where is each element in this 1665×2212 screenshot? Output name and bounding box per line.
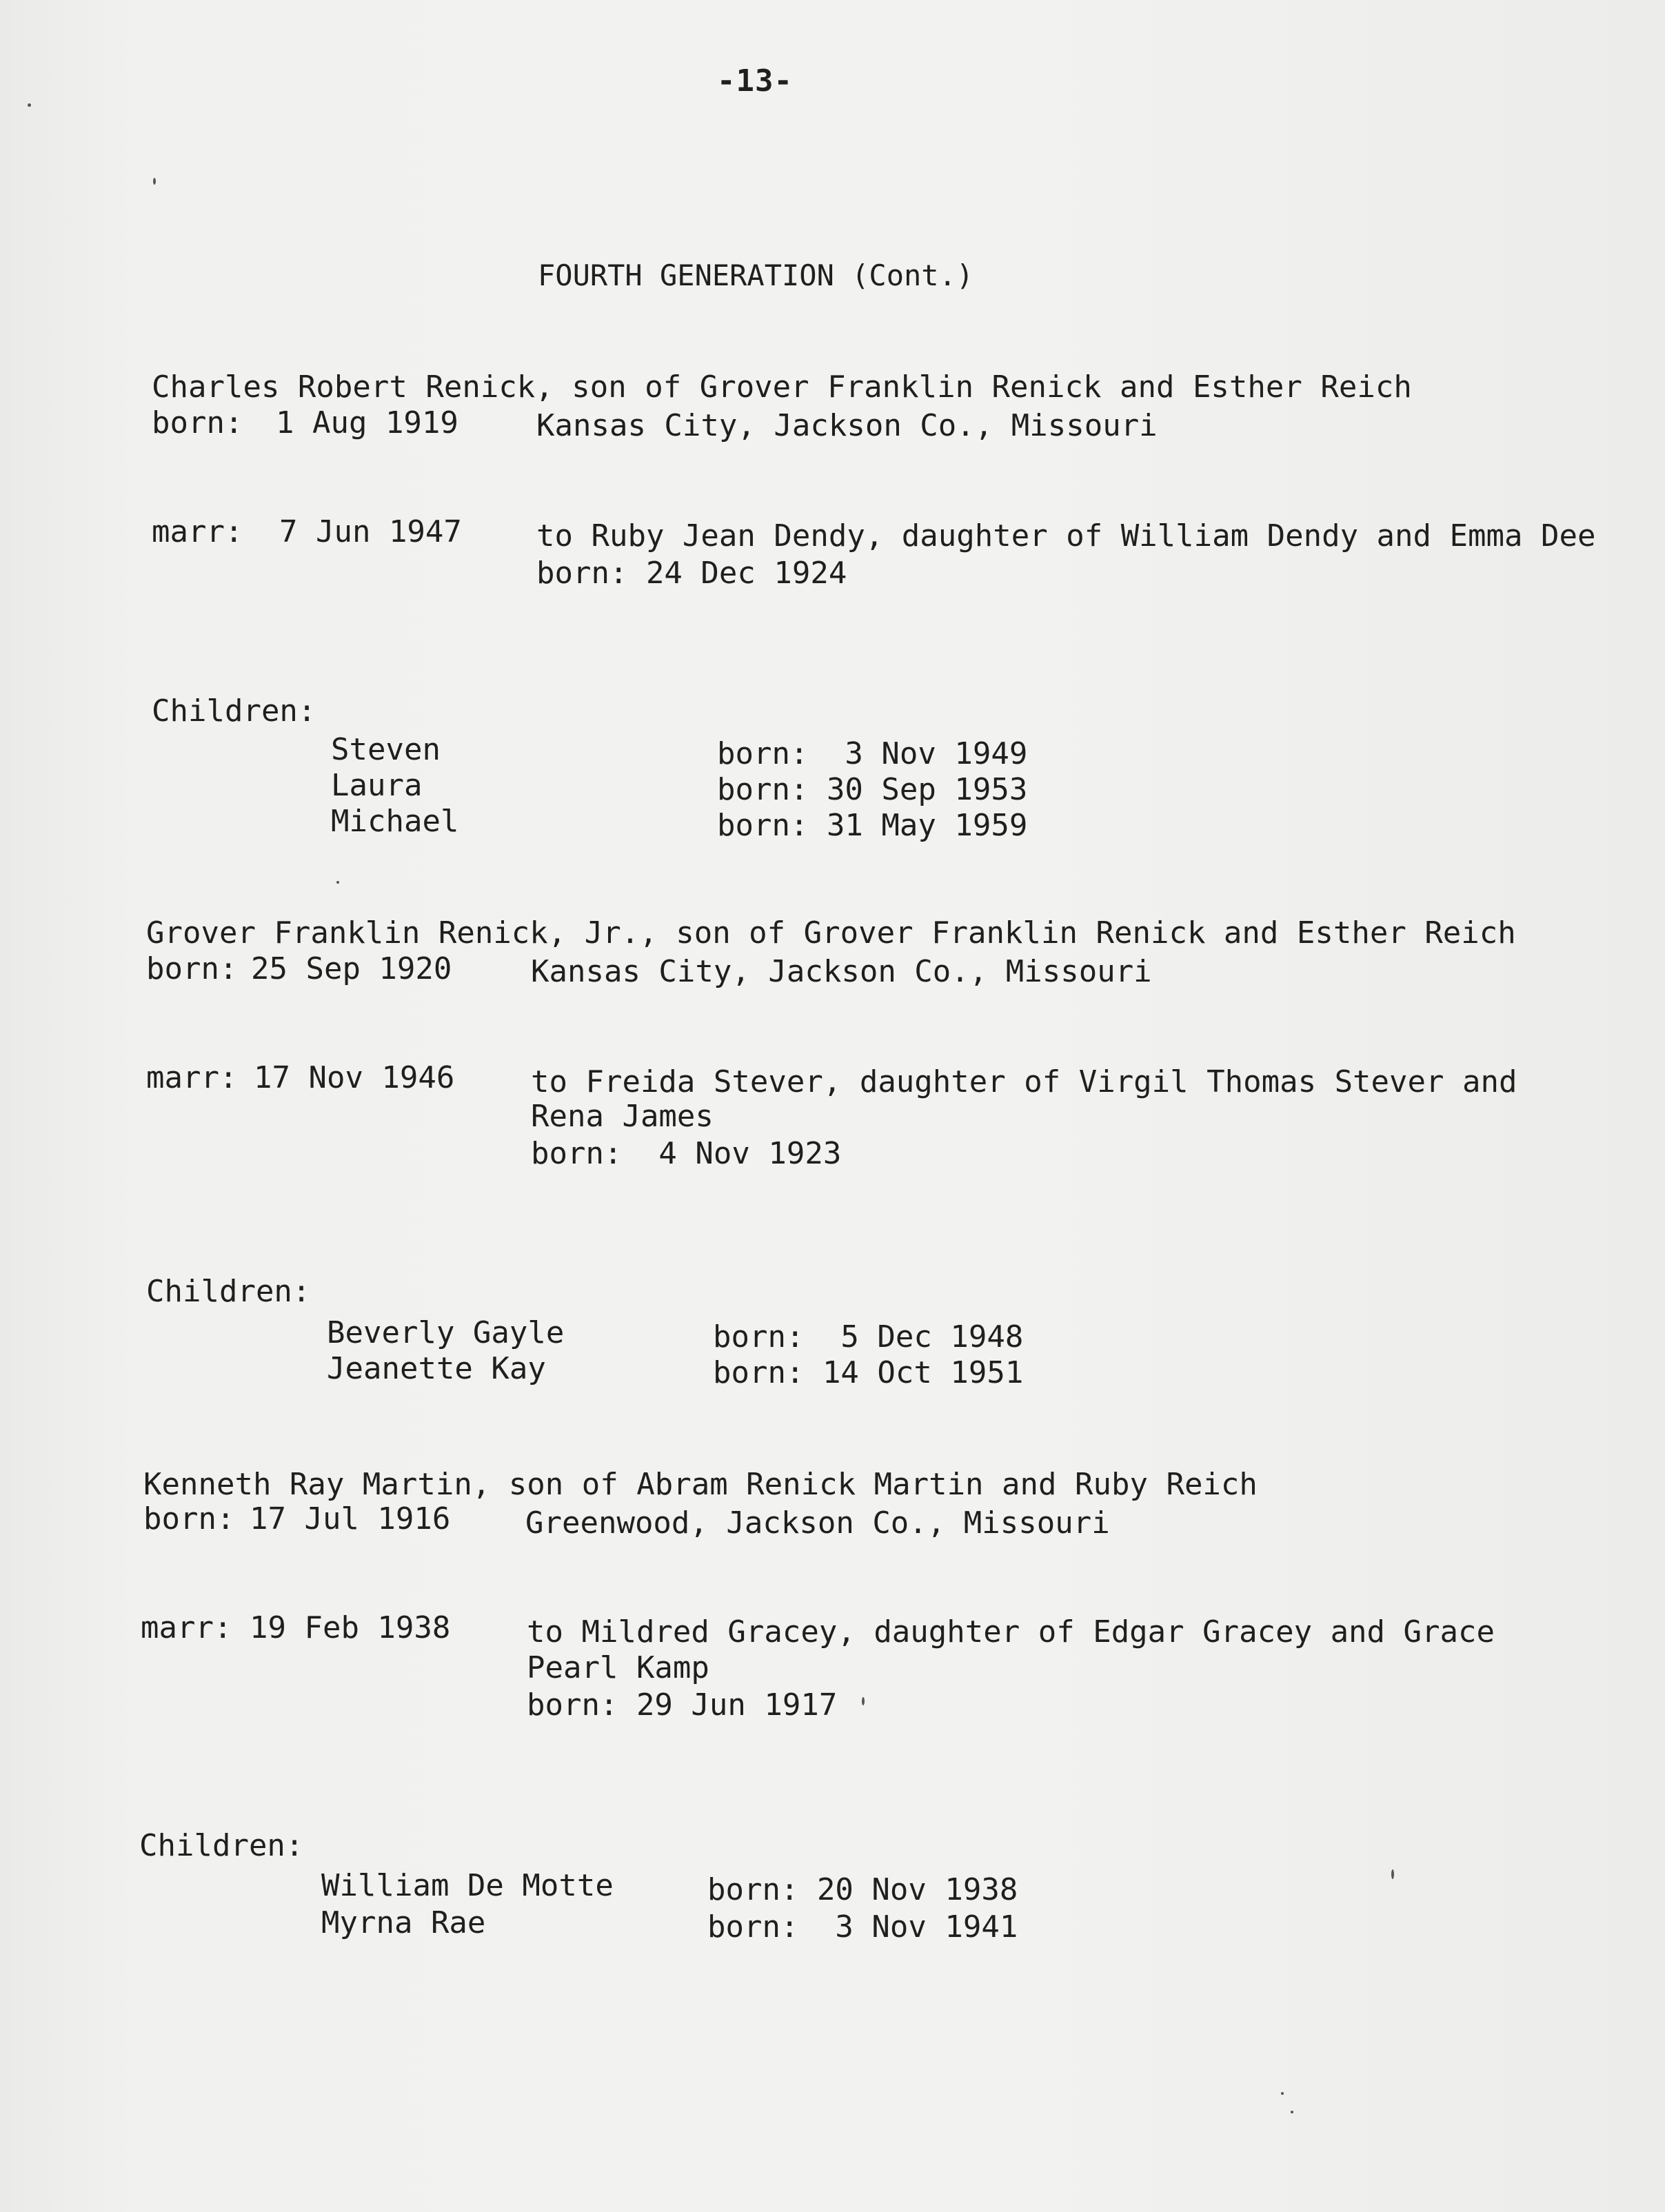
paper-speck: [336, 881, 339, 884]
paper-speck: [1391, 1869, 1394, 1879]
paper-speck: [153, 178, 156, 185]
spouse-born: born: 4 Nov 1923: [531, 1136, 842, 1171]
child-born: born: 14 Oct 1951: [713, 1355, 1024, 1390]
paper-speck: [1281, 2092, 1284, 2095]
born-date: 17 Jul 1916: [250, 1501, 451, 1536]
page-number: -13-: [717, 63, 793, 99]
child-born: born: 31 May 1959: [717, 808, 1028, 843]
child-born: born: 3 Nov 1941: [707, 1909, 1018, 1945]
spouse-born: born: 24 Dec 1924: [536, 556, 847, 591]
marr-label: marr:: [146, 1060, 238, 1095]
child-born: born: 5 Dec 1948: [713, 1319, 1024, 1354]
child-born: born: 20 Nov 1938: [707, 1872, 1018, 1907]
child-born: born: 30 Sep 1953: [717, 772, 1028, 807]
spouse-line: to Freida Stever, daughter of Virgil Thomas Stever and: [531, 1064, 1517, 1099]
person-line: Charles Robert Renick, son of Grover Franklin Renick and Esther Reich: [152, 369, 1412, 405]
person-line: Kenneth Ray Martin, son of Abram Renick Martin and Ruby Reich: [143, 1467, 1258, 1502]
born-date: 25 Sep 1920: [251, 951, 452, 986]
marr-label: marr:: [152, 514, 243, 549]
born-place: Greenwood, Jackson Co., Missouri: [525, 1505, 1110, 1541]
spouse-line: to Mildred Gracey, daughter of Edgar Gracey and Grace: [527, 1614, 1495, 1650]
page-heading: FOURTH GENERATION (Cont.): [538, 258, 974, 292]
spouse-line-2: Rena James: [531, 1099, 714, 1134]
child-name: Beverly Gayle: [327, 1315, 565, 1350]
born-date: 1 Aug 1919: [276, 405, 458, 440]
child-name: Laura: [331, 768, 423, 803]
marr-date: 17 Nov 1946: [254, 1060, 455, 1095]
child-name: Jeanette Kay: [327, 1351, 546, 1386]
child-name: Steven: [331, 732, 441, 767]
children-label: Children:: [152, 693, 316, 729]
marr-date: 7 Jun 1947: [279, 514, 462, 549]
paper-speck: [862, 1697, 865, 1705]
paper-speck: [1291, 2111, 1293, 2113]
child-name: Michael: [331, 804, 459, 839]
paper-speck: [28, 103, 31, 107]
children-label: Children:: [139, 1828, 304, 1863]
born-label: born:: [143, 1501, 235, 1536]
spouse-born: born: 29 Jun 1917: [527, 1687, 838, 1723]
child-name: William De Motte: [321, 1868, 614, 1903]
born-place: Kansas City, Jackson Co., Missouri: [536, 408, 1158, 443]
born-label: born:: [146, 951, 238, 986]
child-name: Myrna Rae: [321, 1905, 486, 1940]
spouse-line: to Ruby Jean Dendy, daughter of William Dendy and Emma Dee: [536, 518, 1596, 554]
marr-label: marr:: [141, 1610, 232, 1645]
marr-date: 19 Feb 1938: [250, 1610, 451, 1645]
child-born: born: 3 Nov 1949: [717, 736, 1028, 771]
person-line: Grover Franklin Renick, Jr., son of Grover Franklin Renick and Esther Reich: [146, 915, 1516, 951]
spouse-line-2: Pearl Kamp: [527, 1650, 709, 1685]
born-place: Kansas City, Jackson Co., Missouri: [531, 954, 1152, 989]
born-label: born:: [152, 405, 243, 440]
children-label: Children:: [146, 1274, 311, 1309]
